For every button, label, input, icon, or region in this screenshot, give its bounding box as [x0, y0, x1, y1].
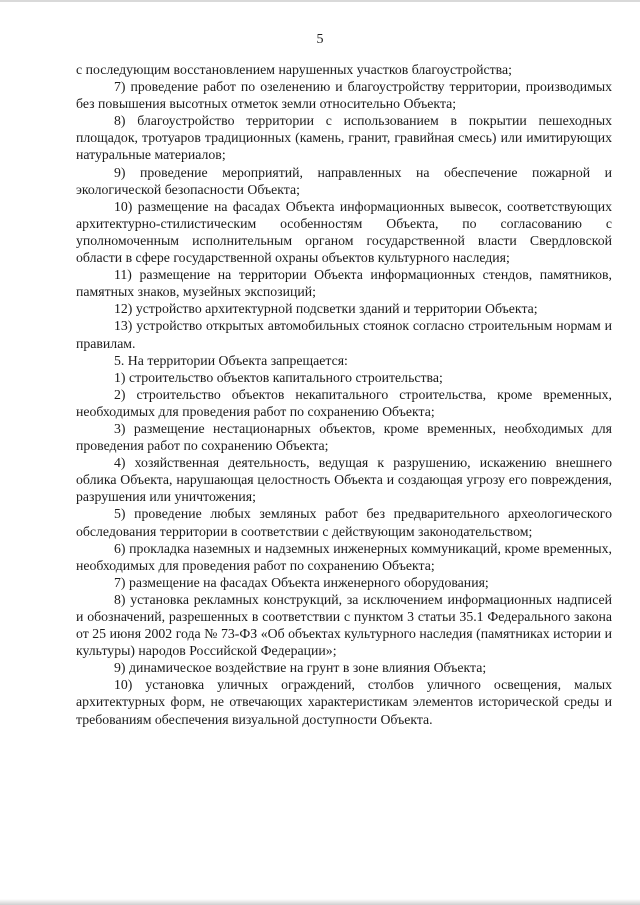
- paragraph-item-13: 13) устройство открытых автомобильных стоянок согласно строительным нормам и правилам.: [76, 318, 612, 351]
- paragraph-item-9: 9) проведение мероприятий, направленных на обеспечение пожарной и экологической безопасности Объекта;: [76, 164, 612, 197]
- prohibition-item-10: 10) установка уличных ограждений, столбов уличного освещения, малых архитектурных форм, не отвечающих характеристикам элементов исторической среды и требованиям обеспечения визуальной доступности Объекта.: [76, 677, 612, 727]
- prohibition-item-3: 3) размещение нестационарных объектов, кроме временных, необходимых для проведения работ по сохранению Объекта;: [76, 420, 612, 454]
- prohibition-item-1: 1) строительство объектов капитального строительства;: [114, 369, 443, 385]
- section-5-heading: 5. На территории Объекта запрещается:: [114, 352, 348, 368]
- prohibition-item-9: 9) динамическое воздействие на грунт в зоне влияния Объекта;: [114, 660, 487, 676]
- prohibition-item-5: 5) проведение любых земляных работ без предварительного археологического обследования территории в соответствии с действующим законодательством;: [76, 506, 612, 539]
- prohibition-item-7: 7) размещение на фасадах Объекта инженерного оборудования;: [114, 574, 489, 590]
- page-bottom-edge: [0, 899, 640, 905]
- page-top-edge: [0, 0, 640, 2]
- prohibition-item-2: 2) строительство объектов некапитального строительства, кроме временных, необходимых для проведения работ по сохранению Объекта;: [76, 386, 612, 419]
- paragraph-item-7: 7) проведение работ по озеленению и благоустройству территории, производимых без повышения высотных отметок земли относительно Объекта;: [76, 79, 612, 112]
- document-body: [76, 61, 612, 728]
- paragraph-item-12: 12) устройство архитектурной подсветки зданий и территории Объекта;: [114, 301, 538, 317]
- paragraph-item-11: 11) размещение на территории Объекта информационных стендов, памятников, памятных знаков, музейных экспозиций;: [76, 267, 612, 300]
- prohibition-item-6: 6) прокладка наземных и надземных инженерных коммуникаций, кроме временных, необходимых для проведения работ по сохранению Объекта;: [76, 540, 612, 573]
- paragraph-item-8: 8) благоустройство территории с использованием в покрытии пешеходных площадок, тротуаров традиционных (камень, гранит, гравийная смесь) или имитирующих натуральные материалов;: [76, 113, 612, 163]
- paragraph-continuation: с последующим восстановлением нарушенных участков благоустройства;: [76, 62, 512, 77]
- page-number: 5: [316, 32, 324, 47]
- prohibition-item-8: 8) установка рекламных конструкций, за исключением информационных надписей и обозначений, разрешенных в соответствии с пунктом 3 статьи 35.1 Федерального закона от 25 июня 2002 года № 73-ФЗ «Об объектах культурного наследия (памятниках истории и культуры) народов Российской Федерации»;: [76, 591, 612, 659]
- paragraph-item-10: 10) размещение на фасадах Объекта информационных вывесок, соответствующих архитектурно-стилистическим особенностям Объекта, по согласованию с уполномоченным исполнительным органом государственной власти Свердловской области в сфере государственной охраны объектов культурного наследия;: [76, 198, 612, 266]
- prohibition-item-4: 4) хозяйственная деятельность, ведущая к разрушению, искажению внешнего облика Объекта, нарушающая целостность Объекта и создающая угрозу его повреждения, разрушения или уничтожения;: [76, 455, 612, 505]
